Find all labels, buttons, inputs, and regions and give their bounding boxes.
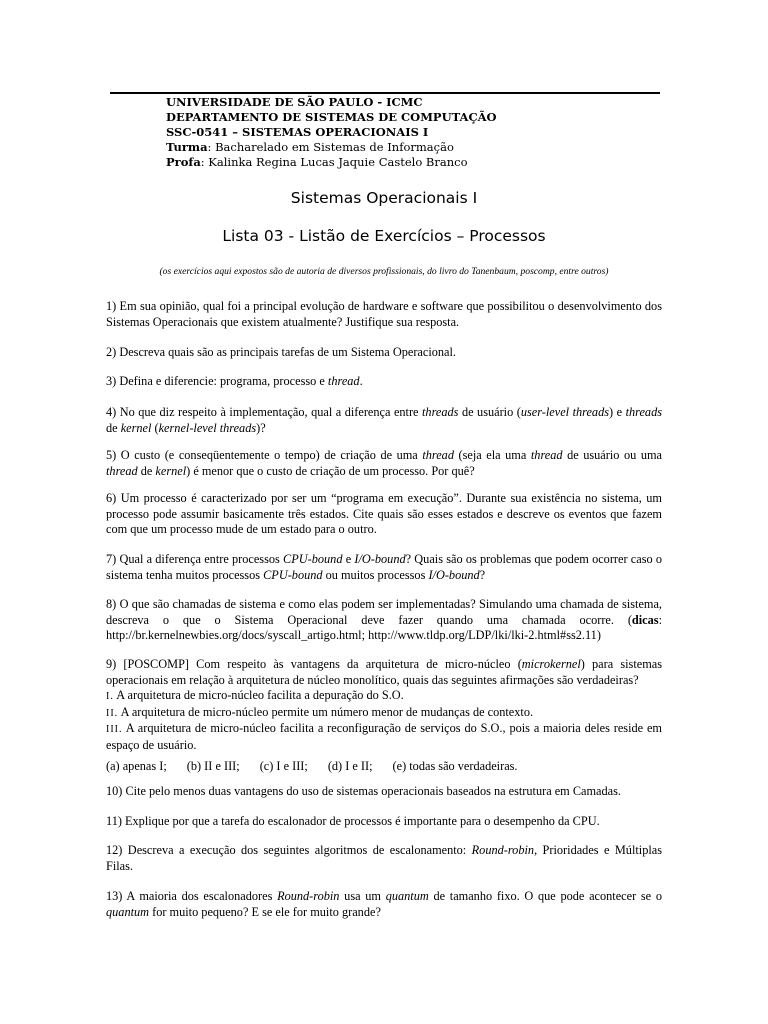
question-11: 11) Explique por que a tarefa do escalonador de processos é importante para o desempenho da CPU. bbox=[106, 814, 600, 828]
professor-line bbox=[166, 155, 660, 170]
document-header bbox=[166, 95, 660, 170]
authorship-note: (os exercícios aqui expostos são de autoria de diversos profissionais, do livro do Tanenbaum, poscomp, entre outros) bbox=[159, 266, 609, 277]
question-10: 10) Cite pelo menos duas vantagens do uso de sistemas operacionais baseados na estrutura em Camadas. bbox=[106, 784, 621, 798]
university-name: UNIVERSIDADE DE SÃO PAULO - ICMC bbox=[166, 95, 423, 109]
option-e: (e) todas são verdadeiras. bbox=[392, 759, 518, 773]
question-13: 13) A maioria dos escalonadores Round-robin usa um quantum de tamanho fixo. O que pode acontecer se o quantum for muito pequeno? E se ele for muito grande? bbox=[106, 889, 662, 919]
document-subtitle: Lista 03 - Listão de Exercícios – Processos bbox=[222, 227, 546, 245]
question-9 bbox=[106, 657, 662, 775]
question-12: 12) Descreva a execução dos seguintes algoritmos de escalonamento: Round-robin, Prioridades e Múltiplas Filas. bbox=[106, 843, 663, 873]
statement-2: II. A arquitetura de micro-núcleo permite um número menor de mudanças de contexto. bbox=[106, 704, 534, 719]
department-name: DEPARTAMENTO DE SISTEMAS DE COMPUTAÇÃO bbox=[166, 110, 497, 124]
question-4: 4) No que diz respeito à implementação, qual a diferença entre threads de usuário (user-level threads) e threads de kernel (kernel-level threads)? bbox=[106, 405, 662, 435]
question-2: 2) Descreva quais são as principais tarefas de um Sistema Operacional. bbox=[106, 345, 456, 359]
question-9-stem: 9) [POSCOMP] Com respeito às vantagens da arquitetura de micro-núcleo (microkernel) para sistemas operacionais em relação à arquitetura de núcleo monolítico, quais das seguintes afirmações são verdadeiras? bbox=[106, 657, 663, 687]
option-b: (b) II e III; bbox=[186, 759, 240, 773]
question-1: 1) Em sua opinião, qual foi a principal evolução de hardware e software que possibilitou o desenvolvimento dos Sistemas Operacionais que existem atualmente? Justifique sua resposta. bbox=[106, 299, 662, 329]
class-line bbox=[166, 140, 660, 155]
question-6: 6) Um processo é caracterizado por ser um “programa em execução”. Durante sua existência no sistema, um processo pode assumir basicamente três estados. Cite quais são esses estados e descreve os eventos que fazem com que um processo mude de um estado para o outro. bbox=[106, 491, 662, 536]
answer-options bbox=[106, 759, 662, 775]
question-8: 8) O que são chamadas de sistema e como elas podem ser implementadas? Simulando uma chamada de sistema, descreva o que o Sistema Operacional deve fazer quando uma chamada ocorre. (dicas: http://br.kernelnewbies.org/docs/syscall_artigo.html; http://www.tldp.org/LDP/lki/lki-2.html#ss2.11) bbox=[106, 597, 662, 642]
course-name: SSC-0541 – SISTEMAS OPERACIONAIS I bbox=[166, 125, 429, 139]
header-rule bbox=[110, 92, 660, 94]
option-d: (d) I e II; bbox=[327, 759, 373, 773]
statement-3: III. A arquitetura de micro-núcleo facilita a reconfiguração de serviços do S.O., pois a maioria deles reside em espaço de usuário. bbox=[106, 721, 662, 752]
question-3: 3) Defina e diferencie: programa, processo e thread. bbox=[106, 374, 363, 388]
option-a: (a) apenas I; bbox=[106, 759, 167, 773]
document-title: Sistemas Operacionais I bbox=[290, 189, 478, 207]
professor-value: : Kalinka Regina Lucas Jaquie Castelo Branco bbox=[200, 155, 468, 169]
statement-1: I. A arquitetura de micro-núcleo facilita a depuração do S.O. bbox=[106, 688, 404, 702]
question-7: 7) Qual a diferença entre processos CPU-bound e I/O-bound? Quais são os problemas que podem ocorrer caso o sistema tenha muitos processos CPU-bound ou muitos processos I/O-bound? bbox=[106, 552, 662, 582]
professor-label: Profa bbox=[166, 155, 201, 169]
question-5: 5) O custo (e conseqüentemente o tempo) de criação de uma thread (seja ela uma thread de usuário ou uma thread de kernel) é menor que o custo de criação de um processo. Por quê? bbox=[106, 448, 662, 478]
option-c: (c) I e III; bbox=[259, 759, 308, 773]
class-value: : Bacharelado em Sistemas de Informação bbox=[207, 140, 454, 154]
class-label: Turma bbox=[166, 140, 208, 154]
